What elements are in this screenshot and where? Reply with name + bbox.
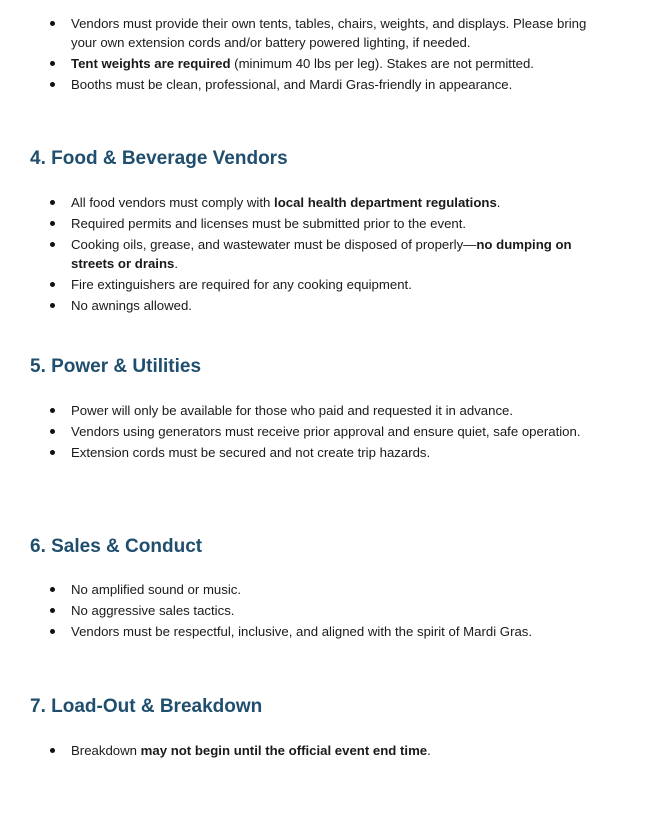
bullet-icon — [50, 61, 55, 66]
section-4-list — [50, 193, 590, 317]
list-item — [50, 422, 590, 441]
item-bold-text: may not begin until the official event end time — [140, 743, 428, 758]
list-item — [50, 14, 590, 52]
list-item — [50, 193, 590, 212]
bullet-icon — [50, 629, 55, 634]
item-text: . — [496, 195, 501, 210]
bullet-icon — [50, 242, 55, 247]
bullet-icon — [50, 303, 55, 308]
list-item — [50, 235, 590, 273]
bullet-icon — [50, 450, 55, 455]
list-item — [50, 54, 590, 73]
item-bold-text: no dumping on streets or drains — [71, 237, 572, 271]
section-3-list — [50, 14, 590, 96]
item-text: All food vendors must comply with — [71, 195, 275, 210]
bullet-icon — [50, 408, 55, 413]
item-text: Breakdown — [71, 743, 141, 758]
section-7-list — [50, 741, 590, 762]
section-6-list — [50, 580, 590, 643]
list-item — [50, 443, 590, 462]
item-text: . — [174, 256, 179, 271]
bullet-icon — [50, 282, 55, 287]
section-5-list — [50, 401, 590, 464]
item-text: Cooking oils, grease, and wastewater must be disposed of properly— — [71, 237, 477, 252]
bullet-icon — [50, 429, 55, 434]
item-text: No amplified sound or music. — [71, 582, 242, 597]
list-item — [50, 296, 590, 315]
list-item — [50, 601, 590, 620]
bullet-icon — [50, 748, 55, 753]
section-5-heading: 5. Power & Utilities — [30, 356, 202, 377]
bullet-icon — [50, 21, 55, 26]
item-text: Extension cords must be secured and not create trip hazards. — [71, 445, 431, 460]
item-text: . — [427, 743, 431, 758]
section-6-heading: 6. Sales & Conduct — [30, 536, 203, 557]
bullet-icon — [50, 200, 55, 205]
list-item — [50, 622, 590, 641]
item-text: No awnings allowed. — [71, 298, 192, 313]
section-4-heading: 4. Food & Beverage Vendors — [30, 148, 288, 169]
list-item — [50, 401, 590, 420]
item-text: Power will only be available for those who paid and requested it in advance. — [71, 403, 514, 418]
bullet-icon — [50, 221, 55, 226]
item-text: Vendors must be respectful, inclusive, and aligned with the spirit of Mardi Gras. — [71, 624, 533, 639]
section-7-heading: 7. Load-Out & Breakdown — [30, 696, 263, 717]
list-item — [50, 741, 590, 760]
item-text: Fire extinguishers are required for any cooking equipment. — [71, 277, 412, 292]
list-item — [50, 580, 590, 599]
list-item — [50, 75, 590, 94]
bullet-icon — [50, 587, 55, 592]
item-text: Vendors must provide their own tents, tables, chairs, weights, and displays. Please bring your own extension cords and/or battery powered lighting, if needed. — [71, 16, 587, 50]
item-text: Required permits and licenses must be submitted prior to the event. — [71, 216, 467, 231]
item-text: (minimum 40 lbs per leg). Stakes are not permitted. — [230, 56, 534, 71]
item-text: Vendors using generators must receive prior approval and ensure quiet, safe operation. — [71, 424, 581, 439]
bullet-icon — [50, 82, 55, 87]
list-item — [50, 214, 590, 233]
item-text: Booths must be clean, professional, and Mardi Gras-friendly in appearance. — [71, 77, 513, 92]
item-text: No aggressive sales tactics. — [71, 603, 235, 618]
item-bold-text: local health department regulations — [274, 195, 497, 210]
list-item — [50, 275, 590, 294]
bullet-icon — [50, 608, 55, 613]
item-bold-text: Tent weights are required — [71, 56, 231, 71]
